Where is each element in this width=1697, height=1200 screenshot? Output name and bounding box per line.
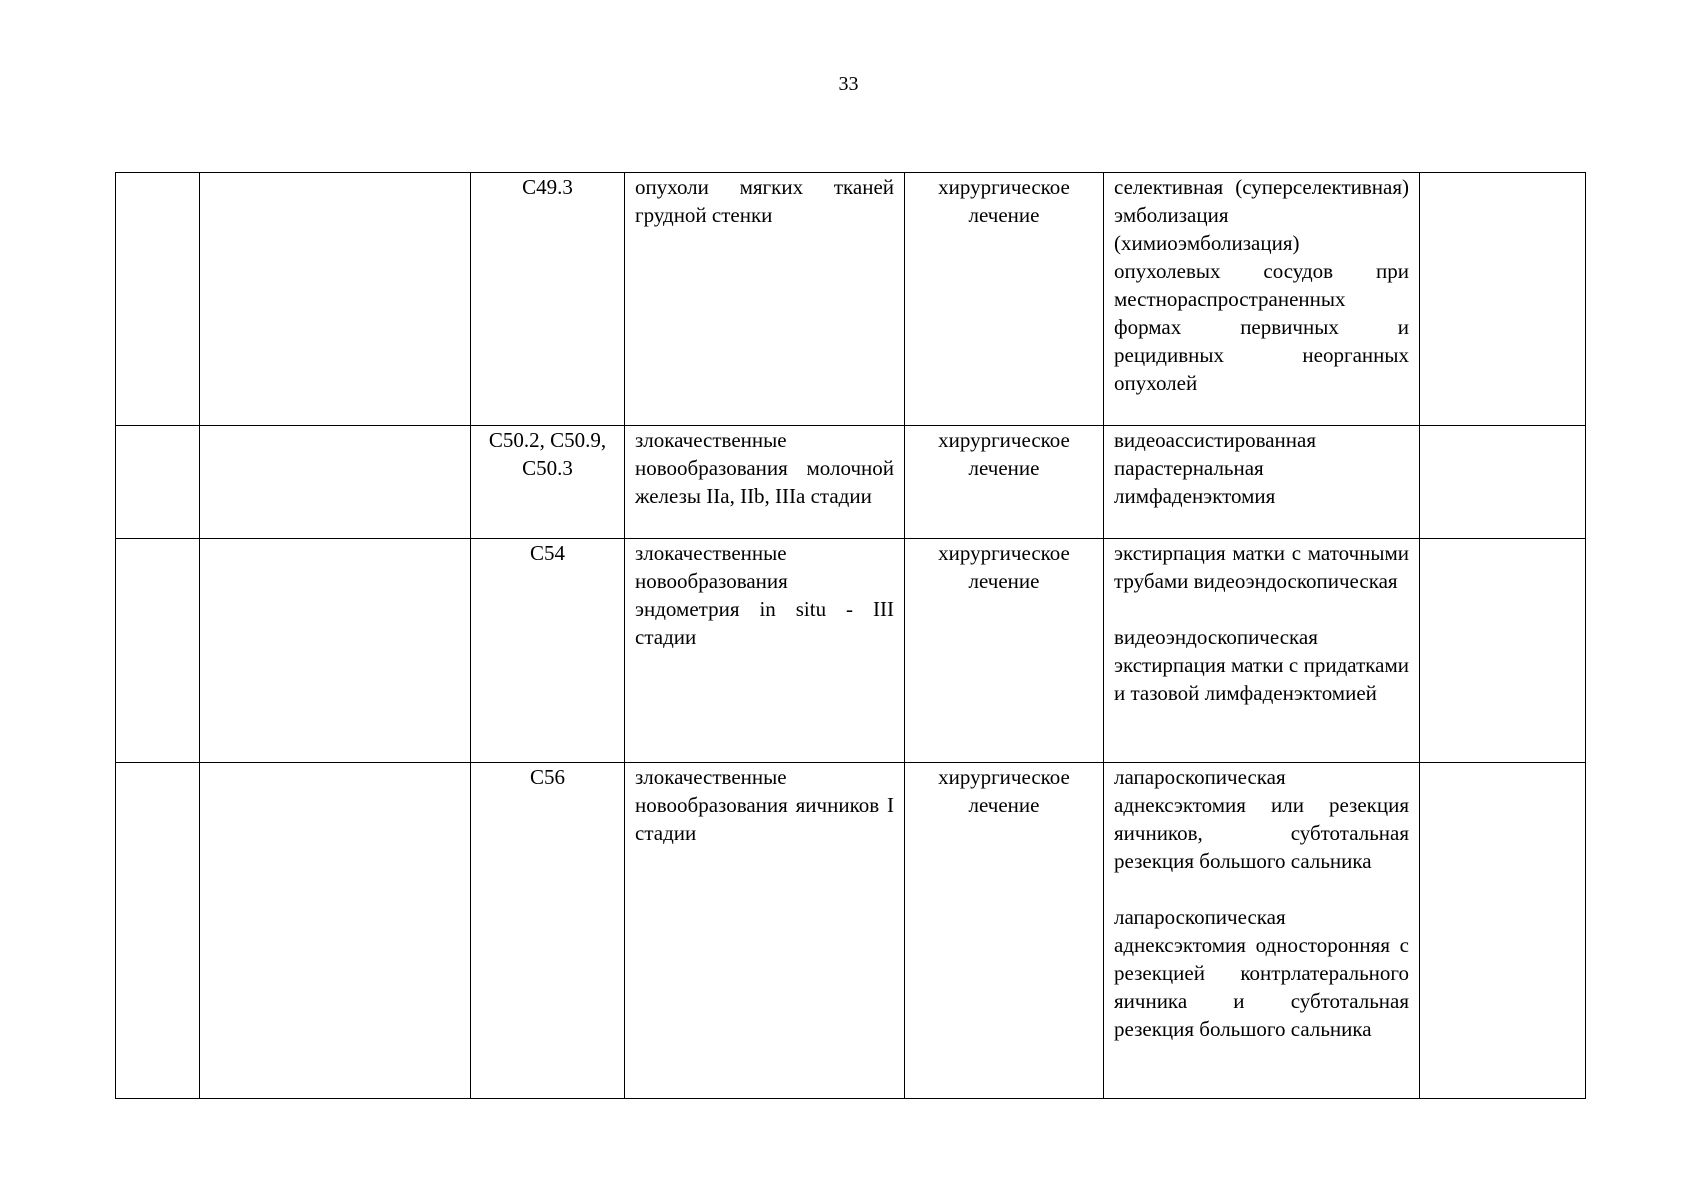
method-paragraph: видеоассистированная парастернальная лимфаденэктомия (1114, 428, 1317, 508)
cost-cell (1420, 173, 1586, 426)
treatment-type-cell: хирургическое лечение (905, 763, 1104, 1099)
icd-code-cell: C56 (471, 763, 625, 1099)
icd-code-cell: C49.3 (471, 173, 625, 426)
method-paragraph: лапароскопическая аднексэктомия односторонняя с резекцией контрлатерального яичника и субтотальная резекция большого сальника (1114, 905, 1409, 1041)
care-type-cell (200, 426, 471, 539)
diagnosis-cell: опухоли мягких тканей грудной стенки (625, 173, 905, 426)
diagnosis-cell: злокачественные новообразования молочной железы IIa, IIb, IIIa стадии (625, 426, 905, 539)
page-number: 33 (838, 73, 859, 95)
method-paragraph: видеоэндоскопическая экстирпация матки с придатками и тазовой лимфаденэктомией (1114, 625, 1409, 705)
care-type-cell (200, 763, 471, 1099)
treatment-method-cell (1104, 426, 1420, 539)
row-number-cell (116, 763, 200, 1099)
treatment-method-cell (1104, 173, 1420, 426)
table-row (116, 763, 1586, 1099)
diagnosis-cell: злокачественные новообразования эндометрия in situ - III стадии (625, 539, 905, 763)
icd-code-cell: C54 (471, 539, 625, 763)
treatment-method-cell (1104, 763, 1420, 1099)
treatment-method-cell (1104, 539, 1420, 763)
treatment-table (115, 172, 1586, 1099)
row-number-cell (116, 539, 200, 763)
diagnosis-cell: злокачественные новообразования яичников I стадии (625, 763, 905, 1099)
cost-cell (1420, 426, 1586, 539)
row-number-cell (116, 426, 200, 539)
row-number-cell (116, 173, 200, 426)
cost-cell (1420, 539, 1586, 763)
care-type-cell (200, 539, 471, 763)
cost-cell (1420, 763, 1586, 1099)
method-paragraph: лапароскопическая аднексэктомия или резекция яичников, субтотальная резекция большого сальника (1114, 765, 1409, 873)
method-paragraph: селективная (суперселективная) эмболизация (химиоэмболизация) опухолевых сосудов при местнораспространенных формах первичных и рецидивных неорганных опухолей (1114, 175, 1409, 395)
table-row (116, 539, 1586, 763)
table-row (116, 173, 1586, 426)
table-row (116, 426, 1586, 539)
icd-code-cell: C50.2, C50.9, C50.3 (471, 426, 625, 539)
treatment-type-cell: хирургическое лечение (905, 539, 1104, 763)
treatment-type-cell: хирургическое лечение (905, 173, 1104, 426)
method-paragraph: экстирпация матки с маточными трубами видеоэндоскопическая (1114, 541, 1409, 593)
care-type-cell (200, 173, 471, 426)
treatment-type-cell: хирургическое лечение (905, 426, 1104, 539)
